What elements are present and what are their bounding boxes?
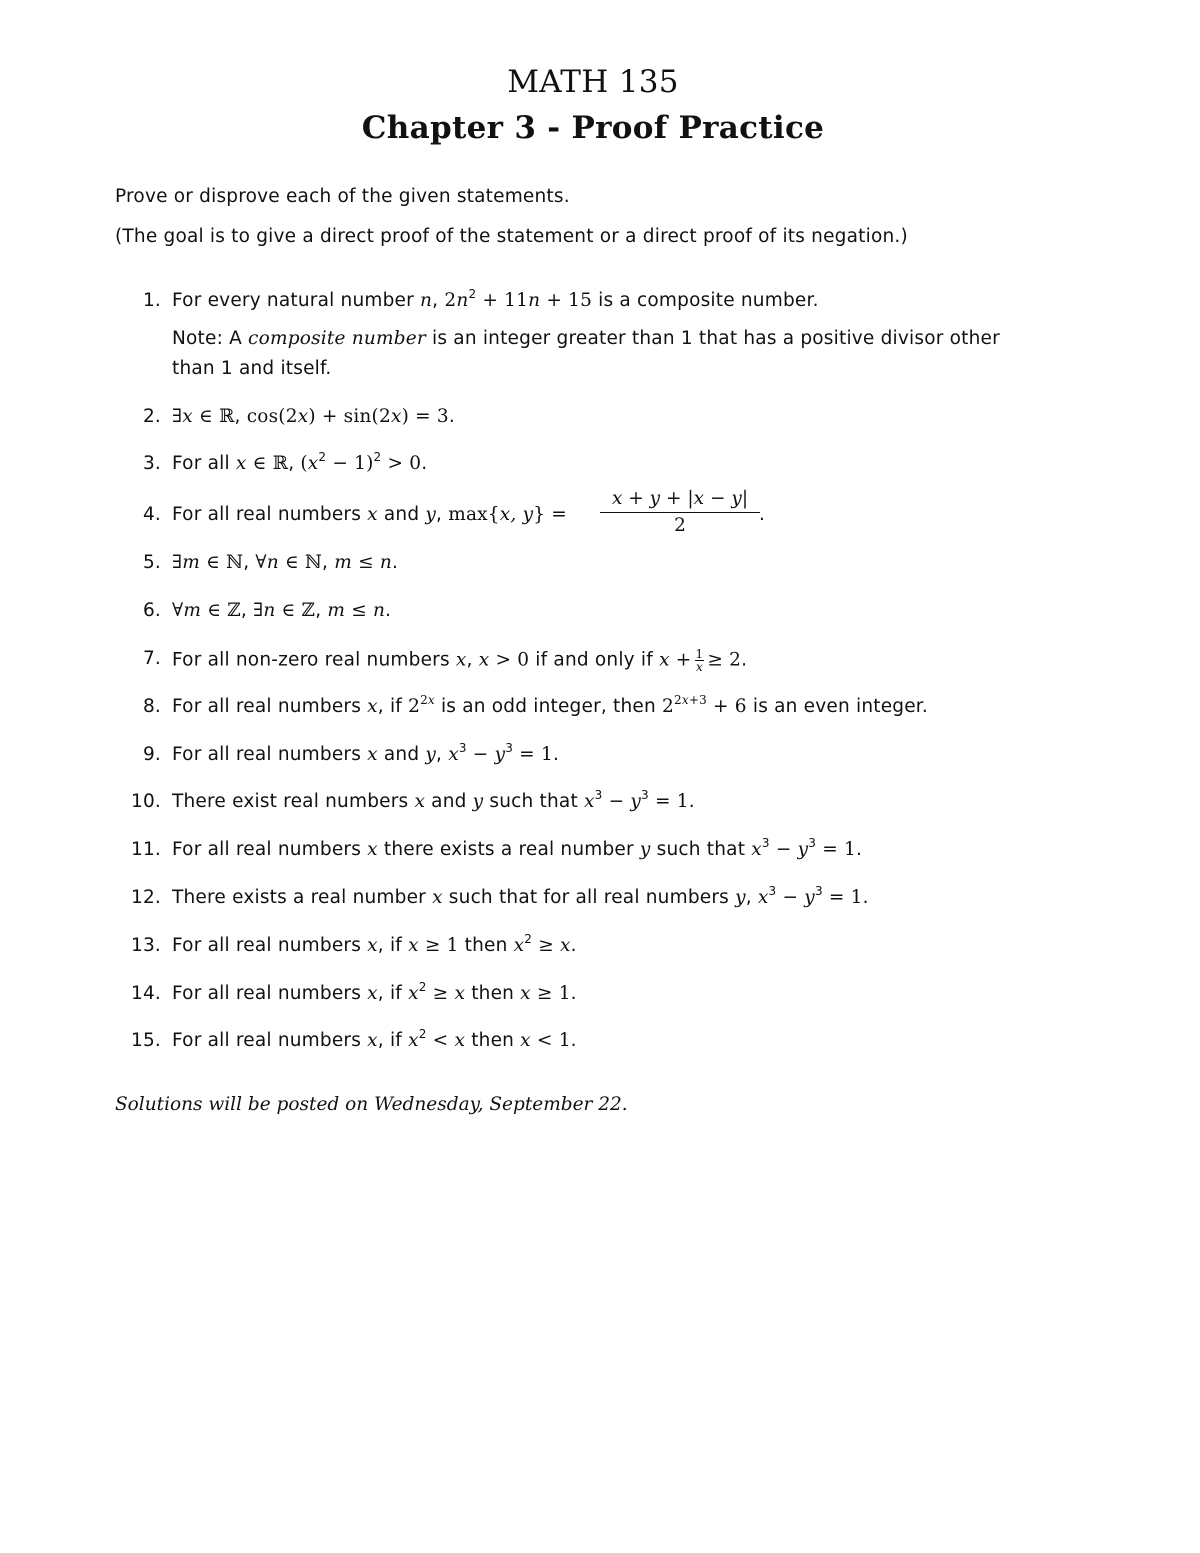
problem-statement: ∃x ∈ ℝ, cos(2x) + sin(2x) = 3.	[172, 406, 455, 427]
problem-number: 12.	[130, 887, 161, 908]
problem-statement: For all real numbers x, if x ≥ 1 then $x^2 \ge x$.	[172, 932, 577, 956]
problem-statement: For all real numbers x and y, $x^3 - y^3 = 1$.	[172, 741, 560, 765]
problem-number: 8.	[142, 696, 161, 717]
period: .	[759, 504, 766, 525]
problem-1-note-cont: than 1 and itself.	[172, 358, 332, 379]
composite-number-term: composite number	[248, 328, 426, 349]
problem-number: 11.	[130, 839, 161, 860]
instruction-line-2: (The goal is to give a direct proof of the statement or a direct proof of its negation.)	[115, 226, 908, 247]
problem-statement: For all real numbers x, if $x^2 < x$ then x < 1.	[172, 1027, 577, 1051]
problem-statement: ∀m ∈ ℤ, ∃n ∈ ℤ, m ≤ n.	[172, 600, 392, 621]
problem-number: 3.	[142, 453, 161, 474]
course-title: MATH 135	[507, 64, 679, 100]
fraction-denominator: 2	[674, 515, 686, 536]
problem-number: 15.	[130, 1030, 161, 1051]
one-over-x-fraction: $\frac{1}{x}$	[695, 647, 704, 674]
problem-statement: For all real numbers x there exists a real number y such that $x^3 - y^3 = 1$.	[172, 836, 863, 860]
problem-statement: For all real numbers x, if $2^{2x}$ is an odd integer, then $2^{2x+3} + 6$ is an even integer.	[172, 693, 928, 717]
problem-number: 7.	[142, 648, 161, 669]
problem-number: 1.	[142, 290, 161, 311]
problem-statement: There exist real numbers x and y such that $x^3 - y^3 = 1$.	[172, 788, 695, 812]
problem-statement: There exists a real number x such that for all real numbers y, $x^3 - y^3 = 1$.	[172, 884, 869, 908]
problem-statement: ∃m ∈ ℕ, ∀n ∈ ℕ, m ≤ n.	[172, 552, 399, 573]
problem-statement: For all non-zero real numbers x, x > 0 if and only if x + $\frac{1}{x}$ ≥ 2.	[172, 647, 748, 674]
solutions-notice: Solutions will be posted on Wednesday, September 22.	[115, 1094, 628, 1115]
instruction-line-1: Prove or disprove each of the given statements.	[115, 186, 570, 207]
problem-number: 6.	[142, 600, 161, 621]
chapter-title: Chapter 3 - Proof Practice	[361, 110, 825, 146]
problem-1-note: Note: A composite number is an integer greater than 1 that has a positive divisor other	[172, 328, 1000, 349]
problem-number: 10.	[130, 791, 161, 812]
problem-number: 14.	[130, 983, 161, 1004]
problem-statement: For all real numbers x and y, max{x, y} =	[172, 504, 567, 525]
problem-statement: For every natural number n, $2n^2 + 11n + 15$ is a composite number.	[172, 287, 819, 311]
problem-number: 2.	[142, 406, 161, 427]
problem-number: 5.	[142, 552, 161, 573]
problem-statement: For all x ∈ ℝ, $(x^2 - 1)^2 > 0$.	[172, 450, 428, 474]
problem-number: 4.	[142, 504, 161, 525]
problem-number: 9.	[142, 744, 161, 765]
max-fraction	[600, 488, 760, 536]
problem-statement: For all real numbers x, if $x^2 \ge x$ then x ≥ 1.	[172, 980, 577, 1004]
fraction-numerator: x + y + |x − y|	[600, 488, 760, 513]
problem-number: 13.	[130, 935, 161, 956]
